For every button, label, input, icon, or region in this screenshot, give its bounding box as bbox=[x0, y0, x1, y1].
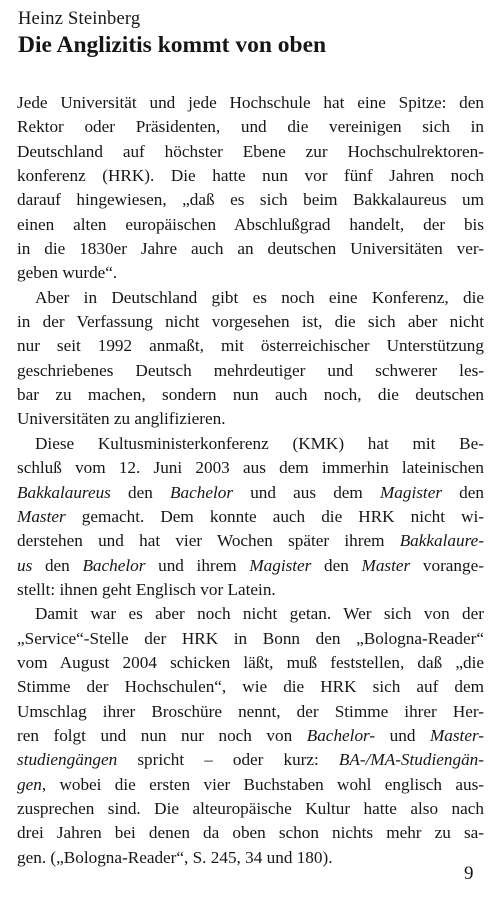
text-line: Umschlag ihrer Broschüre nennt, der Stimme ihrer Her- bbox=[17, 701, 484, 721]
italic-term: gen bbox=[17, 774, 42, 794]
text-line: Damit war es aber noch nicht getan. Wer sich von der bbox=[35, 604, 484, 624]
italic-term: Bachelor bbox=[82, 555, 146, 575]
text-line: studiengängen spricht – oder kurz: BA-/MA-Studiengän- bbox=[17, 750, 484, 770]
italic-term: us bbox=[17, 555, 33, 575]
text-line: schluß vom 12. Juni 2003 aus dem immerhin lateinischen bbox=[17, 458, 484, 478]
text-line: „Service“-Stelle der HRK in Bonn den „Bologna-Reader“ bbox=[17, 628, 484, 648]
text-line: Deutschland auf höchster Ebene zur Hochschulrektoren- bbox=[17, 141, 484, 161]
text-line: derstehen und hat vier Wochen später ihrem Bakkalaure- bbox=[17, 531, 484, 551]
italic-term: studiengängen bbox=[17, 750, 118, 770]
text-line: drei Jahren bei denen da oben schon nichts mehr zu sa- bbox=[17, 823, 484, 843]
text-line: konferenz (HRK). Die hatte nun vor fünf Jahren noch bbox=[17, 166, 484, 186]
text-line: Jede Universität und jede Hochschule hat eine Spitze: den bbox=[17, 93, 484, 112]
italic-term: Bachelor- bbox=[306, 725, 376, 745]
text-line: darauf hingewiesen, „daß es sich beim Bakkalaureus um bbox=[17, 190, 484, 210]
text-line: Universitäten zu anglifizieren. bbox=[17, 409, 226, 429]
text-line: Bakkalaureus den Bachelor und aus dem Magister den bbox=[17, 482, 484, 502]
italic-term: BA-/MA-Studiengän- bbox=[338, 750, 484, 770]
text-line: vom August 2004 schicken läßt, muß feststellen, daß „die bbox=[17, 652, 484, 672]
italic-term: Bakkalaureus bbox=[17, 482, 111, 502]
article-body bbox=[17, 91, 484, 870]
italic-term: Master bbox=[17, 506, 66, 526]
text-line: Stimme der Hochschulen“, wie die HRK sich auf dem bbox=[17, 677, 484, 697]
text-line: gen. („Bologna-Reader“, S. 245, 34 und 180). bbox=[17, 847, 333, 867]
text-line: Aber in Deutschland gibt es noch eine Konferenz, die bbox=[35, 287, 484, 307]
author-name: Heinz Steinberg bbox=[18, 9, 141, 29]
italic-term: Magister bbox=[249, 555, 312, 575]
text-line: einen alten europäischen Abschlußgrad handelt, der bis bbox=[17, 214, 484, 234]
italic-term: Master bbox=[361, 555, 411, 575]
italic-term: Magister bbox=[379, 482, 443, 502]
text-line: in der Verfassung nicht vorgesehen ist, die sich aber nicht bbox=[17, 312, 484, 332]
text-line: us den Bachelor und ihrem Magister den Master vorange- bbox=[17, 555, 484, 575]
text-line: in die 1830er Jahre auch an deutschen Universitäten ver- bbox=[17, 239, 484, 259]
text-line: Master gemacht. Dem konnte auch die HRK nicht wi- bbox=[17, 506, 484, 526]
article-title: Die Anglizitis kommt von oben bbox=[18, 32, 327, 58]
text-line: geschriebenes Deutsch mehrdeutiger und schwerer les- bbox=[17, 360, 484, 380]
text-line: bar zu machen, sondern nun auch noch, die deutschen bbox=[17, 385, 484, 405]
italic-term: Master- bbox=[429, 725, 484, 745]
text-line: zusprechen sind. Die alteuropäische Kultur hatte also nach bbox=[17, 798, 484, 818]
italic-term: Bachelor bbox=[170, 482, 234, 502]
text-line: ren folgt und nun nur noch von Bachelor- und Master- bbox=[17, 725, 484, 745]
text-line: nur seit 1992 anmaßt, mit österreichischer Unterstützung bbox=[17, 336, 484, 356]
text-line: Diese Kultusministerkonferenz (KMK) hat mit Be- bbox=[35, 433, 484, 453]
text-line: stellt: ihnen geht Englisch vor Latein. bbox=[17, 579, 276, 599]
italic-term: Bakkalaure- bbox=[399, 531, 484, 551]
text-line: geben wurde“. bbox=[17, 263, 118, 283]
text-line: gen, wobei die ersten vier Buchstaben wohl englisch aus- bbox=[17, 774, 484, 794]
page-number: 9 bbox=[464, 863, 474, 884]
text-line: Rektor oder Präsidenten, und die vereinigen sich in bbox=[17, 117, 484, 137]
